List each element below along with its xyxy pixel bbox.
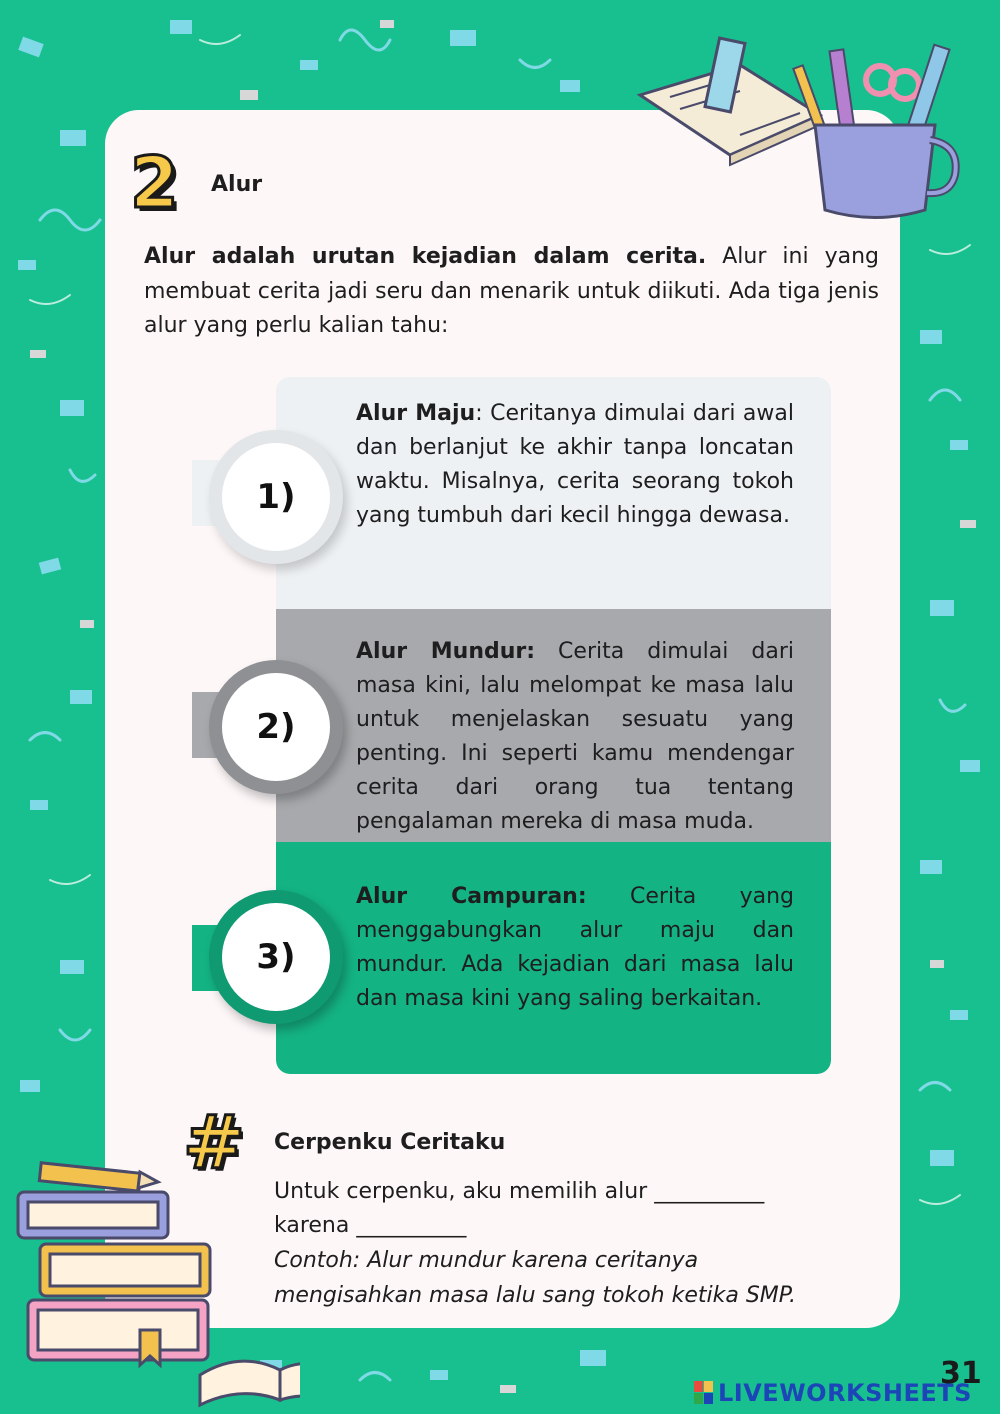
alur-campuran-text xyxy=(356,880,794,1016)
section-number-badge: 2 xyxy=(130,142,179,224)
alur-campuran-desc: Cerita yang menggabungkan alur maju dan mundur. Ada kejadian dari masa lalu dan masa kini yang saling berkaitan. xyxy=(356,884,794,1011)
alur-mundur-text xyxy=(356,635,794,839)
marker-3: 3) xyxy=(222,903,330,1011)
book-and-pencil-cup-illustration xyxy=(630,25,970,225)
alur-mundur-term: Alur Mundur: xyxy=(356,639,536,664)
intro-bold: Alur adalah urutan kejadian dalam cerita. xyxy=(144,244,707,269)
alur-campuran-term: Alur Campuran: xyxy=(356,884,587,909)
section-title: Alur xyxy=(211,172,263,197)
liveworksheets-watermark[interactable] xyxy=(694,1378,972,1408)
cerpen-prompt-line-2[interactable]: karena __________ xyxy=(274,1213,467,1238)
cerpen-example-line-1: Contoh: Alur mundur karena ceritanya xyxy=(274,1248,699,1273)
alur-maju-sep: : xyxy=(475,401,483,426)
stacked-books-illustration xyxy=(10,1160,300,1410)
page-number: 31 xyxy=(940,1356,982,1391)
cerpen-title: Cerpenku Ceritaku xyxy=(274,1130,506,1155)
cerpen-example-line-2: mengisahkan masa lalu sang tokoh ketika SMP. xyxy=(274,1283,796,1308)
intro-text: Alur ini yang membuat cerita jadi seru dan menarik untuk diikuti. Ada tiga jenis alur yang perlu kalian tahu: xyxy=(144,244,879,338)
marker-2: 2) xyxy=(222,673,330,781)
liveworksheets-text: LIVEWORKSHEETS xyxy=(718,1379,972,1407)
hash-badge-icon: # xyxy=(183,1100,246,1186)
alur-maju-term: Alur Maju xyxy=(356,401,476,426)
alur-maju-desc: Ceritanya dimulai dari awal dan berlanjut ke akhir tanpa loncatan waktu. Misalnya, cerita seorang tokoh yang tumbuh dari kecil hingga dewasa. xyxy=(356,401,794,528)
intro-paragraph xyxy=(144,240,879,344)
cerpen-prompt-line-1[interactable]: Untuk cerpenku, aku memilih alur __________ xyxy=(274,1179,765,1204)
liveworksheets-logo-icon xyxy=(694,1381,714,1405)
marker-1: 1) xyxy=(222,443,330,551)
alur-maju-text xyxy=(356,397,794,533)
alur-mundur-desc: Cerita dimulai dari masa kini, lalu melompat ke masa lalu untuk menjelaskan sesuatu yang penting. Ini seperti kamu mendengar cerita dari orang tua tentang pengalaman mereka di masa muda. xyxy=(356,639,795,834)
